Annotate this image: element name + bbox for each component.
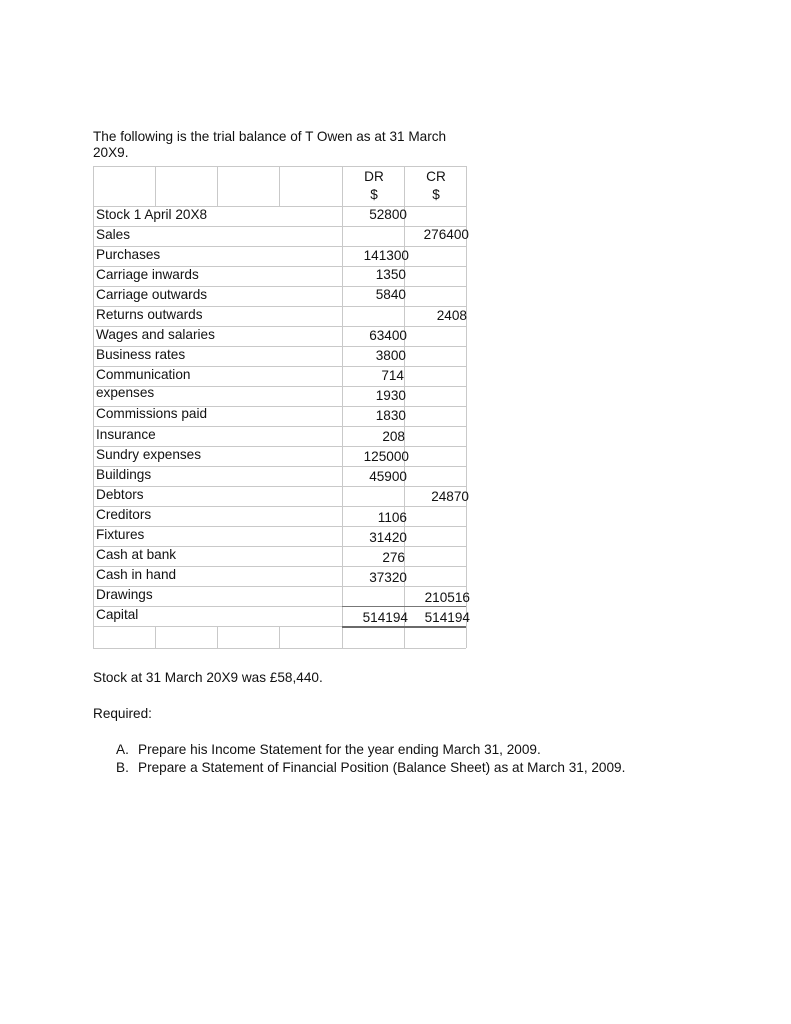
dr-amount: 45900 <box>369 469 407 484</box>
dr-header: DR <box>364 169 384 184</box>
closing-stock-note: Stock at 31 March 20X9 was £58,440. <box>93 670 323 685</box>
grid-line <box>93 648 466 649</box>
trial-balance-table <box>93 166 468 650</box>
account-label: Stock 1 April 20X8 <box>96 207 208 222</box>
account-label: Wages and salaries <box>96 327 215 342</box>
task-letter: A. <box>116 742 129 757</box>
account-label: Buildings <box>96 467 152 482</box>
dr-amount: 63400 <box>369 328 407 343</box>
total-double-rule <box>342 626 466 628</box>
total-rule-top <box>342 606 466 607</box>
task-item <box>116 741 676 759</box>
cr-amount: 276400 <box>423 227 469 242</box>
cr-unit: $ <box>432 187 440 202</box>
account-label: Capital <box>96 607 139 622</box>
cr-total: 514194 <box>424 610 470 625</box>
grid-line <box>155 626 156 648</box>
grid-line <box>93 486 466 487</box>
dr-amount: 276 <box>382 550 405 565</box>
task-text: Prepare his Income Statement for the year ending March 31, 2009. <box>138 742 541 757</box>
account-label: expenses <box>96 385 155 400</box>
grid-line <box>217 626 218 648</box>
grid-line <box>279 166 280 206</box>
account-label: Commissions paid <box>96 406 208 421</box>
account-label: Insurance <box>96 427 156 442</box>
account-label: Sales <box>96 227 131 242</box>
cr-amount: 2408 <box>436 308 467 323</box>
dr-total: 514194 <box>362 610 408 625</box>
dr-amount: 31420 <box>369 530 407 545</box>
dr-amount: 141300 <box>363 248 409 263</box>
dr-amount: 714 <box>381 368 404 383</box>
account-label: Cash in hand <box>96 567 177 582</box>
account-label: Carriage outwards <box>96 287 208 302</box>
required-label: Required: <box>93 706 152 721</box>
account-label: Returns outwards <box>96 307 203 322</box>
account-label: Business rates <box>96 347 186 362</box>
cr-amount: 210516 <box>424 590 470 605</box>
dr-amount: 1830 <box>375 408 406 423</box>
account-label: Drawings <box>96 587 153 602</box>
dr-amount: 3800 <box>375 348 406 363</box>
account-label: Sundry expenses <box>96 447 202 462</box>
account-label: Creditors <box>96 507 152 522</box>
dr-amount: 1350 <box>375 267 406 282</box>
grid-line <box>93 526 466 527</box>
account-label: Carriage inwards <box>96 267 199 282</box>
dr-amount: 1930 <box>375 388 406 403</box>
account-label: Communication <box>96 367 191 382</box>
cr-amount: 24870 <box>431 489 469 504</box>
intro-line-1: The following is the trial balance of T Owen as at 31 March <box>93 129 447 144</box>
task-text: Prepare a Statement of Financial Position (Balance Sheet) as at March 31, 2009. <box>138 760 626 775</box>
account-label: Debtors <box>96 487 144 502</box>
dr-amount: 5840 <box>375 287 406 302</box>
intro-line-2: 20X9. <box>93 145 129 160</box>
grid-line <box>93 166 94 648</box>
grid-line <box>279 626 280 648</box>
task-item <box>116 759 676 777</box>
dr-amount: 52800 <box>369 207 407 222</box>
dr-unit: $ <box>370 187 378 202</box>
cr-header: CR <box>426 169 446 184</box>
dr-amount: 1106 <box>377 510 407 525</box>
account-label: Fixtures <box>96 527 145 542</box>
intro-text <box>93 129 493 161</box>
account-label: Purchases <box>96 247 161 262</box>
dr-amount: 208 <box>382 429 405 444</box>
grid-line <box>155 166 156 206</box>
task-letter: B. <box>116 760 129 775</box>
grid-line <box>217 166 218 206</box>
account-label: Cash at bank <box>96 547 177 562</box>
dr-amount: 125000 <box>363 449 409 464</box>
dr-amount: 37320 <box>369 570 407 585</box>
task-list <box>116 741 676 777</box>
